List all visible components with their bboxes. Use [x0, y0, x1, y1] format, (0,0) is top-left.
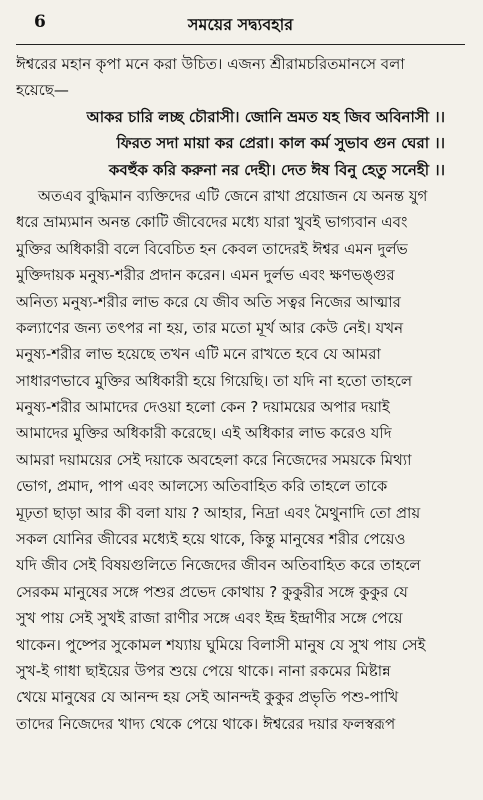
text-line: কল্যাণের জন্য তৎপর না হয়, তার মতো মূর্খ আর কেউ নেই। যখন — [16, 318, 404, 337]
body-text — [16, 51, 465, 737]
text-line: যদি জীব সেই বিষয়গুলিতে নিজেদের জীবন অতিবাহিত করে তাহলে — [16, 556, 421, 575]
verse-line: আকর চারি লচ্ছ চৌরাসী। জোনি ভ্রমত যহ জিব অবিনাসী ।। — [86, 107, 445, 126]
text-line: সুখ পায় সেই সুখই রাজা রাণীর সঙ্গে এবং ইন্দ্র ইন্দ্রাণীর সঙ্গে পেয়ে — [16, 609, 403, 628]
text-line: মুক্তির অধিকারী বলে বিবেচিত হন কেবল তাদেরই ঈশ্বর এমন দুর্লভ — [16, 239, 408, 258]
verse-line: ফিরত সদা মায়া কর প্রেরা। কাল কর্ম সুভাব গুন ঘেরা ।। — [116, 134, 445, 153]
text-line: মুক্তিদায়ক মনুষ্য-শরীর প্রদান করেন। এমন দুর্লভ এবং ক্ষণভঙ্গুর — [16, 266, 395, 285]
page-header — [16, 0, 465, 45]
text-line: মূঢ়তা ছাড়া আর কী বলা যায় ? আহার, নিদ্রা এবং মৈথুনাদি তো প্রায় — [16, 503, 421, 522]
text-line: সাধারণভাবে মুক্তির অধিকারী হয়ে গিয়েছি। তা যদি না হতো তাহলে — [16, 371, 413, 390]
text-line: হয়েছে— — [16, 81, 69, 100]
verse-line: কবহুঁক করি করুনা নর দেহী। দেত ঈষ বিনু হেতু সনেহী ।। — [108, 160, 445, 179]
running-title: সময়ের সদ্ব্যবহার — [187, 15, 294, 34]
page-number: 6 — [34, 12, 46, 32]
text-line: সকল যোনির জীবের মধ্যেই হয়ে থাকে, কিন্তু মানুষের শরীর পেয়েও — [16, 530, 406, 549]
text-line: সুখ-ই গাধা ছাইয়ের উপর শুয়ে পেয়ে থাকে। নানা রকমের মিষ্টান্ন — [16, 661, 391, 680]
text-line: ঈশ্বরের মহান কৃপা মনে করা উচিত। এজন্য শ্রীরামচরিতমানসে বলা — [16, 55, 405, 73]
text-line: মনুষ্য-শরীর লাভ হয়েছে তখন এটি মনে রাখতে হবে যে আমরা — [16, 345, 381, 364]
text-line: আমরা দয়াময়ের সেই দয়াকে অবহেলা করে নিজেদের সময়কে মিথ্যা — [16, 450, 412, 469]
text-line: তাদের নিজেদের খাদ্য থেকে পেয়ে থাকে। ঈশ্বরের দয়ার ফলস্বরূপ — [16, 714, 396, 733]
text-line: ভোগ, প্রমাদ, পাপ এবং আলস্যে অতিবাহিত করি তাহলে তাকে — [16, 477, 388, 496]
text-line: সেরকম মানুষের সঙ্গে পশুর প্রভেদ কোথায় ? কুকুরীর সঙ্গে কুকুর যে — [16, 582, 408, 601]
text-line: অনিত্য মনুষ্য-শরীর লাভ করে যে জীব অতি সত্বর নিজের আত্মার — [16, 292, 401, 311]
text-line: খেয়ে মানুষের যে আনন্দ হয় সেই আনন্দই কুকুর প্রভৃতি পশু-পাখি — [16, 688, 399, 707]
text-line: মনুষ্য-শরীর আমাদের দেওয়া হলো কেন ? দয়াময়ের অপার দয়াই — [16, 398, 390, 417]
text-line: আমাদের মুক্তির অধিকারী করেছে। এই অধিকার লাভ করেও যদি — [16, 424, 392, 443]
paragraph-first-line: অতএব বুদ্ধিমান ব্যক্তিদের এটি জেনে রাখা প্রয়োজন যে অনন্ত যুগ — [38, 186, 428, 205]
text-line: ধরে ভ্রাম্যমান অনন্ত কোটি জীবেদের মধ্যে যারা খুবই ভাগ্যবান এবং — [16, 213, 408, 232]
text-line: থাকেন। পুষ্পের সুকোমল শয্যায় ঘুমিয়ে বিলাসী মানুষ যে সুখ পায় সেই — [16, 635, 426, 654]
